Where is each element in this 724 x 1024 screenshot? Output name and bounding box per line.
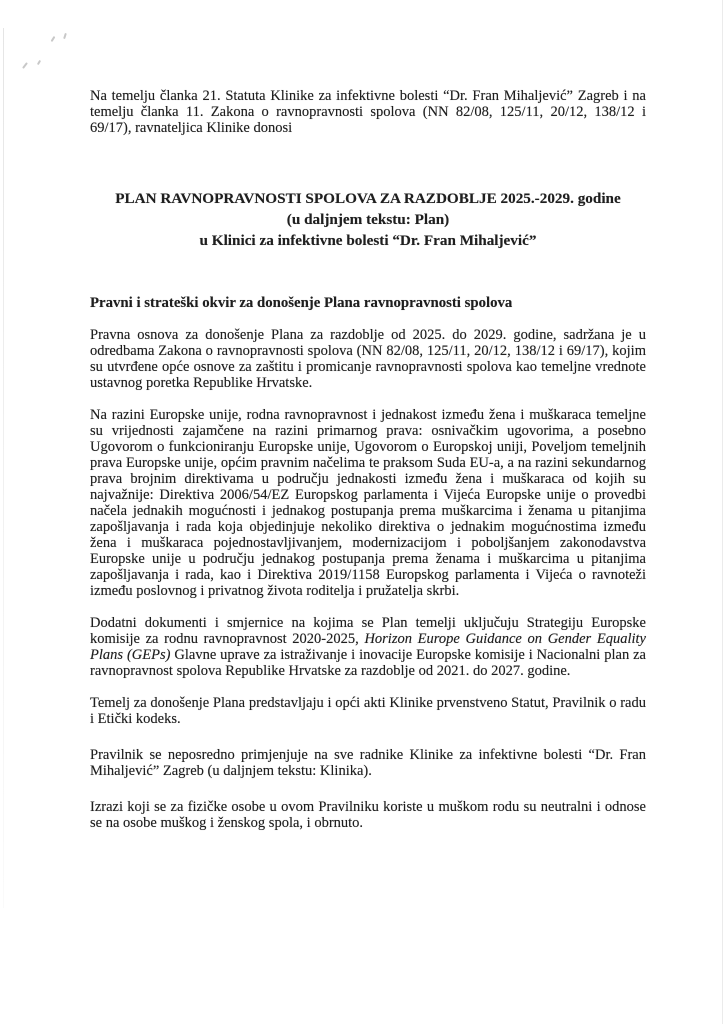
title-line-2: (u daljnjem tekstu: Plan) (286, 211, 450, 228)
pencil-mark (37, 60, 41, 65)
document-content (90, 88, 646, 831)
scan-artifact-right-edge (722, 0, 723, 1024)
paragraph-applicability: Pravilnik se neposredno primjenjuje na sve radnike Klinike za infektivne bolesti “Dr. Fran Mihaljević” Zagreb (u daljnjem tekstu: Klinika). (90, 747, 646, 779)
paragraph-legal-basis: Pravna osnova za donošenje Plana za razdoblje od 2025. do 2029. godine, sadržana je u odredbama Zakona o ravnopravnosti spolova (NN 82/08, 125/11, 20/12, 138/12 i 69/17), kojim su utvrđene opće osnove za zaštitu i promicanje ravnopravnosti spolova kao temeljne vrednote ustavnog poretka Republike Hrvatske. (90, 327, 646, 391)
pencil-mark (51, 36, 56, 42)
additional-docs-text-before: Dodatni dokumenti i smjernice na kojima se Plan temelji uključuju Strategiju Europske komisije za rodnu ravnopravnost 2020-2025, (90, 615, 646, 647)
paragraph-gender-terms: Izrazi koji se za fizičke osobe u ovom Pravilniku koriste u muškom rodu su neutralni i odnose se na osobe muškog i ženskog spola, i obrnuto. (90, 799, 646, 831)
document-title (90, 188, 646, 251)
section-heading: Pravni i strateški okvir za donošenje Plana ravnopravnosti spolova (90, 295, 513, 311)
intro-paragraph: Na temelju članka 21. Statuta Klinike za infektivne bolesti “Dr. Fran Mihaljević” Zagreb i na temelju članka 11. Zakona o ravnopravnosti spolova (NN 82/08, 125/11, 20/12, 138/12 i 69/17), ravnateljica Klinike donosi (90, 88, 646, 136)
title-line-3: u Klinici za infektivne bolesti “Dr. Fran Mihaljević” (199, 232, 537, 249)
paragraph-general-acts: Temelj za donošenje Plana predstavljaju i opći akti Klinike prvenstveno Statut, Pravilnik o radu i Etički kodeks. (90, 695, 646, 727)
scan-artifact-left-edge (3, 28, 4, 908)
paragraph-eu-level: Na razini Europske unije, rodna ravnopravnost i jednakost između žena i muškaraca temeljne su vrijednosti zajamčene na razini primarnog prava: osnivačkim ugovorima, a posebno Ugovorom o funkcioniranju Europske unije, Ugovorom o Europskoj uniji, Poveljom temeljnih prava Europske unije, općim pravnim načelima te praksom Suda EU-a, a na razini sekundarnog prava brojnim direktivama u području jednakosti između žena i muškaraca od kojih su najvažnije: Direktiva 2006/54/EZ Europskog parlamenta i Vijeća Europske unije o provedbi načela jednakih mogućnosti i jednakog postupanja prema muškarcima i ženama u pitanjima zapošljavanja i rada koja objedinjuje nekoliko direktiva o jednakim mogućnostima između žena i muškaraca pojednostavljivanjem, modernizacijom i poboljšanjem zakonodavstva Europske unije u području jednakog postupanja prema ženama i muškarcima u pitanjima zapošljavanja i rada, kao i Direktiva 2019/1158 Europskog parlamenta i Vijeća o ravnoteži između poslovnog i privatnog života roditelja i pružatelja skrbi. (90, 407, 646, 599)
paragraph-additional-docs (90, 615, 646, 679)
additional-docs-italic-title: Horizon Europe Guidance on Gender Equality Plans (GEPs) (90, 631, 646, 663)
pencil-mark (63, 33, 67, 39)
title-line-1: PLAN RAVNOPRAVNOSTI SPOLOVA ZA RAZDOBLJE 2025.-2029. godine (115, 190, 621, 207)
pencil-mark (22, 62, 28, 69)
additional-docs-text-after: Glavne uprave za istraživanje i inovacije Europske komisije i Nacionalni plan za ravnopravnost spolova Republike Hrvatske za razdoblje od 2021. do 2027. godine. (90, 647, 646, 679)
